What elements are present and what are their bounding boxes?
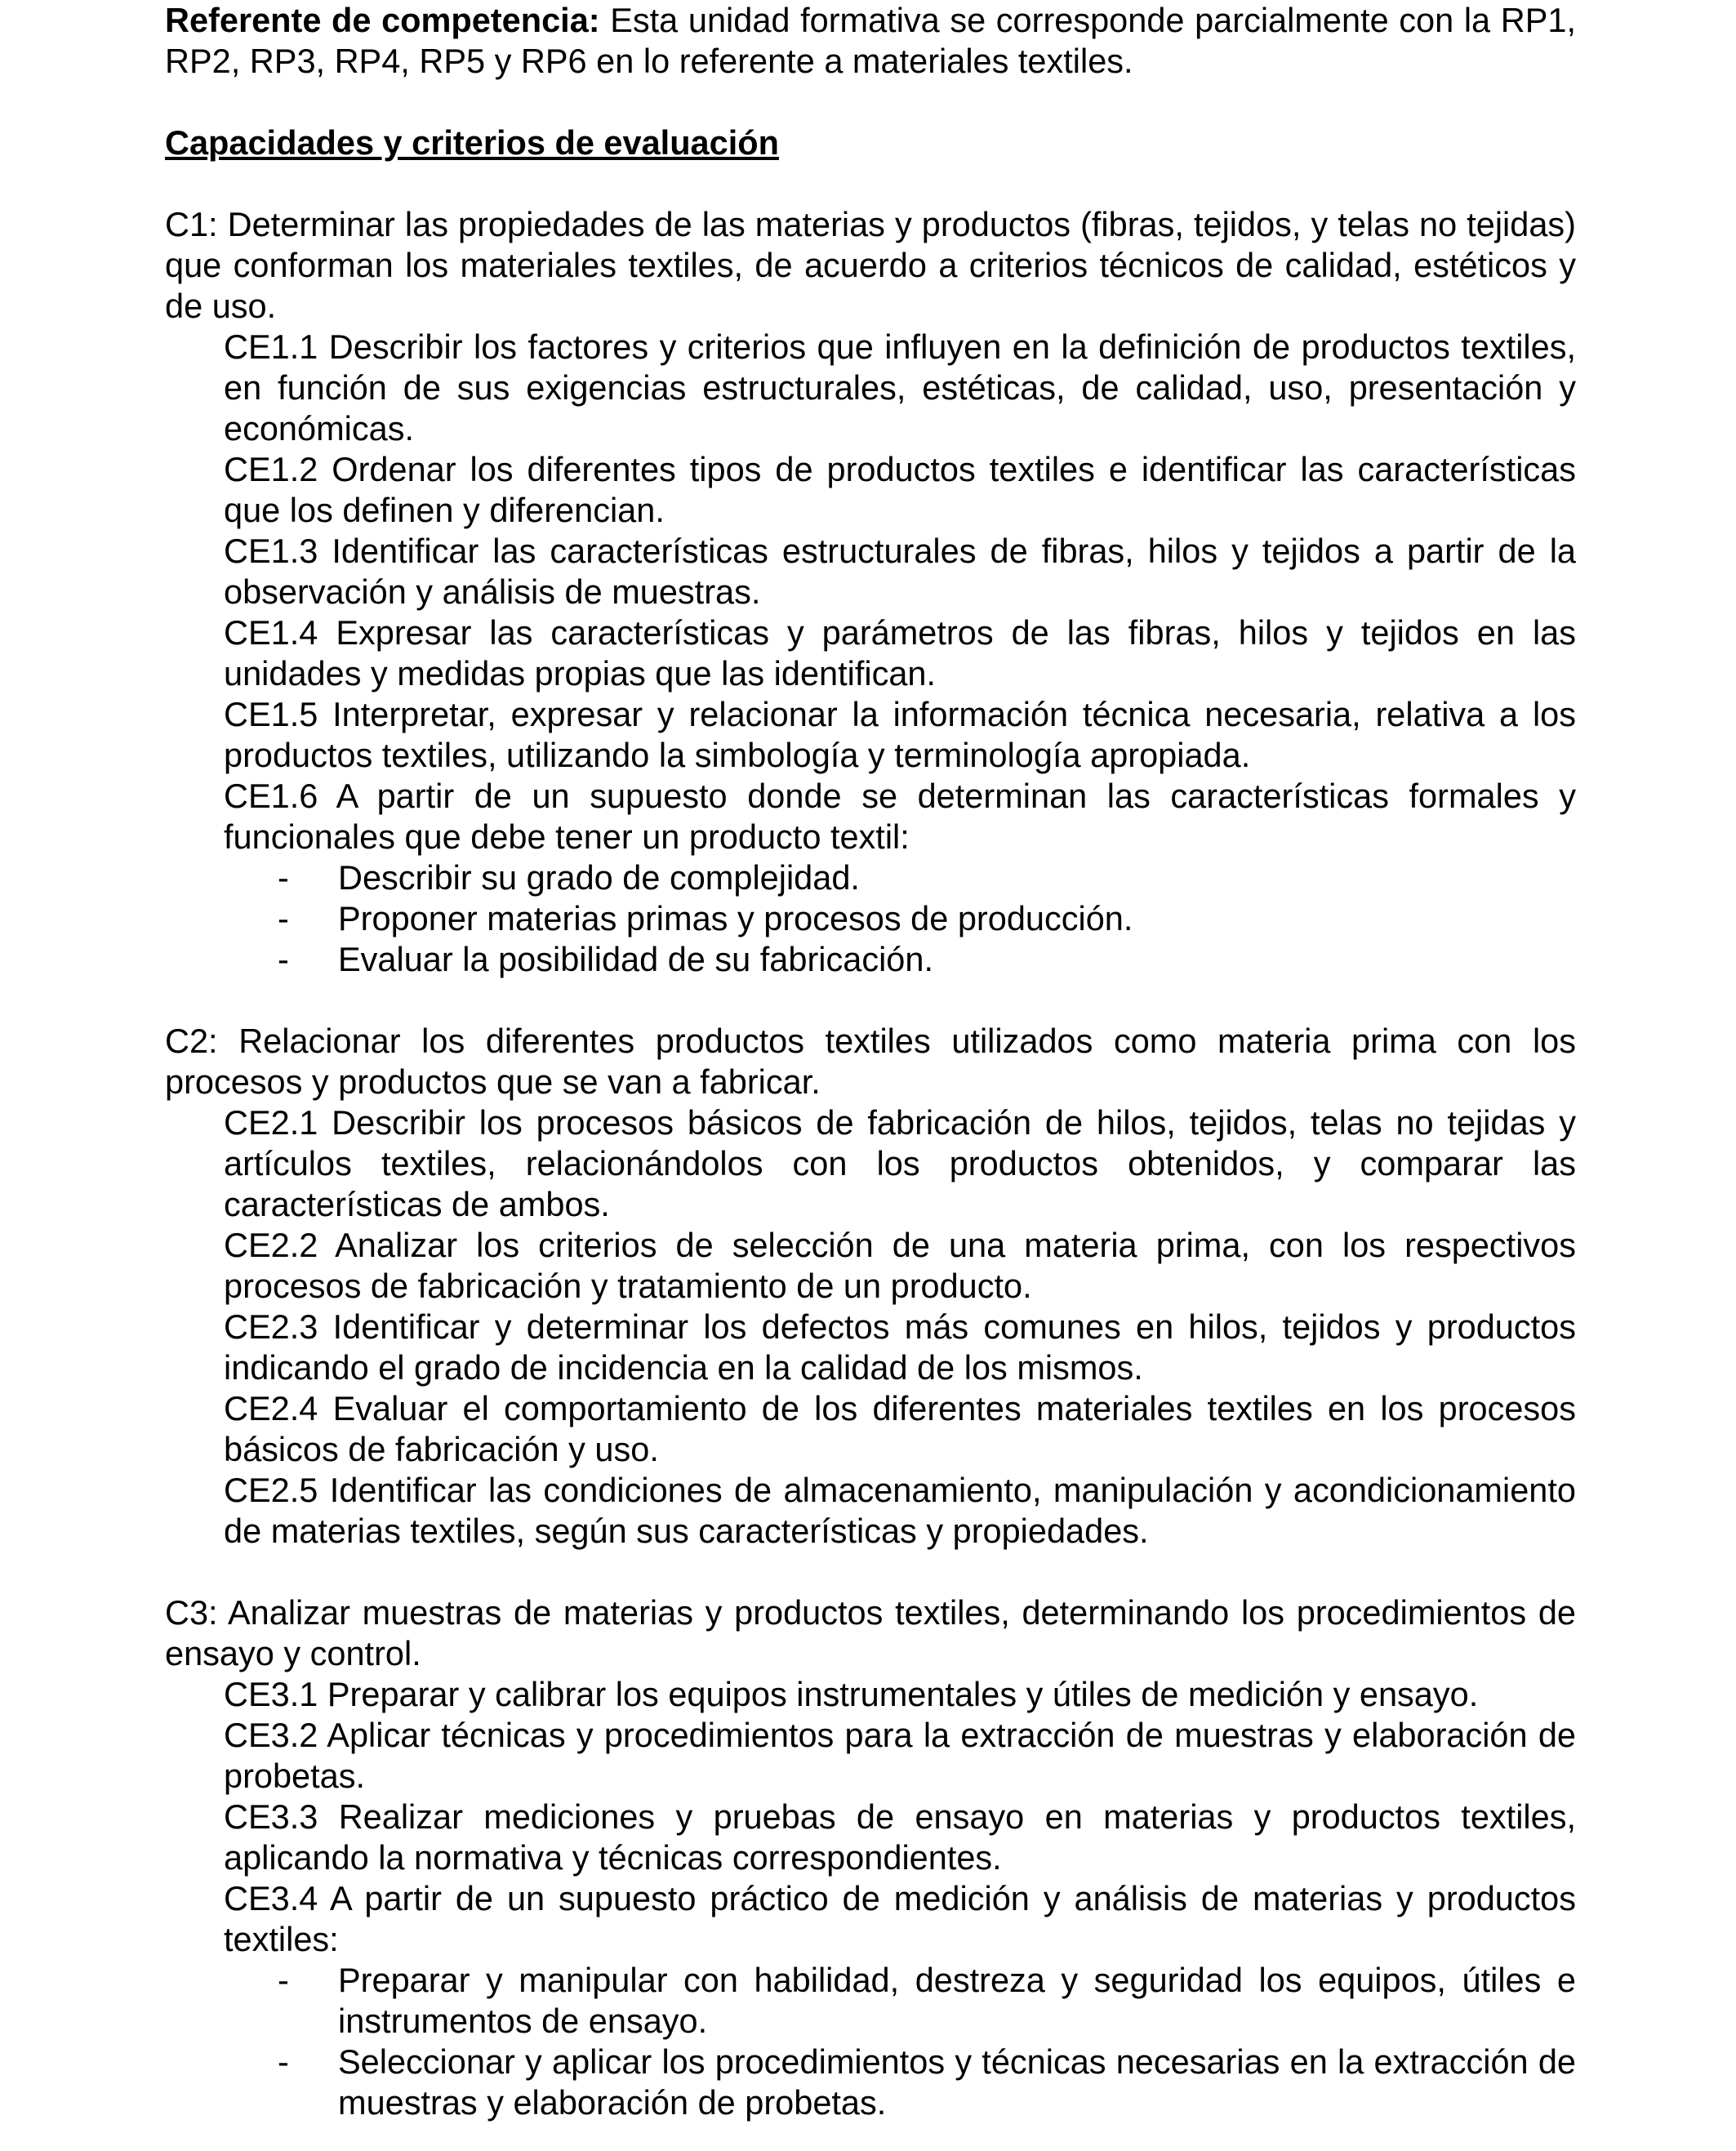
spacer (165, 1552, 1576, 1592)
dash-marker: - (278, 2042, 289, 2081)
referente-text: Esta unidad formativa se corresponde parcialmente con la RP1, RP2, RP3, RP4, RP5 y RP6 en lo referente a materiales textiles. (165, 1, 1576, 80)
criterio-item: CE3.3 Realizar mediciones y pruebas de ensayo en materias y productos textiles, aplicando la normativa y técnicas correspondientes. (224, 1797, 1576, 1877)
dash-marker: - (278, 858, 289, 897)
bullet-text: Describir su grado de complejidad. (338, 858, 860, 897)
bullet-item (278, 898, 1576, 939)
spacer (165, 980, 1576, 1021)
dash-marker: - (278, 940, 289, 978)
capacidad-paragraph: C1: Determinar las propiedades de las materias y productos (fibras, tejidos, y telas no tejidas) que conforman los materiales textiles, de acuerdo a criterios técnicos de calidad, estéticos y de uso. (165, 205, 1576, 325)
bullet-text: Seleccionar y aplicar los procedimientos y técnicas necesarias en la extracción de muestras y elaboración de probetas. (338, 2042, 1576, 2122)
bullet-item (278, 2042, 1576, 2123)
criterio-item: CE3.1 Preparar y calibrar los equipos instrumentales y útiles de medición y ensayo. (224, 1675, 1479, 1713)
document-page (165, 0, 1576, 2123)
criterio-item: CE1.5 Interpretar, expresar y relacionar la información técnica necesaria, relativa a los productos textiles, utilizando la simbología y terminología apropiada. (224, 695, 1576, 774)
bullet-item (278, 939, 1576, 980)
dash-marker: - (278, 899, 289, 937)
criterio-item: CE2.4 Evaluar el comportamiento de los diferentes materiales textiles en los procesos básicos de fabricación y uso. (224, 1389, 1576, 1468)
referente-paragraph (165, 0, 1576, 82)
bullet-text: Proponer materias primas y procesos de producción. (338, 899, 1133, 937)
criterio-item: CE3.2 Aplicar técnicas y procedimientos para la extracción de muestras y elaboración de probetas. (224, 1716, 1576, 1795)
section-heading: Capacidades y criterios de evaluación (165, 123, 779, 162)
criterio-item: CE2.2 Analizar los criterios de selección de una materia prima, con los respectivos procesos de fabricación y tratamiento de un producto. (224, 1226, 1576, 1305)
referente-label: Referente de competencia: (165, 1, 600, 39)
criterio-item: CE1.1 Describir los factores y criterios que influyen en la definición de productos textiles, en función de sus exigencias estructurales, estéticas, de calidad, uso, presentación y económicas. (224, 327, 1576, 448)
criterio-item: CE1.3 Identificar las características estructurales de fibras, hilos y tejidos a partir de la observación y análisis de muestras. (224, 532, 1576, 611)
capacidad-paragraph: C3: Analizar muestras de materias y productos textiles, determinando los procedimientos de ensayo y control. (165, 1593, 1576, 1672)
bullet-item (278, 1960, 1576, 2042)
criterio-item: CE1.6 A partir de un supuesto donde se determinan las características formales y funcionales que debe tener un producto textil: (224, 777, 1576, 856)
bullet-text: Preparar y manipular con habilidad, destreza y seguridad los equipos, útiles e instrumentos de ensayo. (338, 1961, 1576, 2040)
criterio-item: CE2.1 Describir los procesos básicos de fabricación de hilos, tejidos, telas no tejidas y artículos textiles, relacionándolos con los productos obtenidos, y comparar las características de ambos. (224, 1103, 1576, 1223)
criterio-item: CE1.2 Ordenar los diferentes tipos de productos textiles e identificar las características que los definen y diferencian. (224, 450, 1576, 529)
spacer (165, 82, 1576, 122)
criterio-item: CE2.3 Identificar y determinar los defectos más comunes en hilos, tejidos y productos indicando el grado de incidencia en la calidad de los mismos. (224, 1307, 1576, 1387)
criterio-item: CE1.4 Expresar las características y parámetros de las fibras, hilos y tejidos en las unidades y medidas propias que las identifican. (224, 613, 1576, 693)
capacidad-paragraph: C2: Relacionar los diferentes productos textiles utilizados como materia prima con los procesos y productos que se van a fabricar. (165, 1022, 1576, 1101)
bullet-text: Evaluar la posibilidad de su fabricación. (338, 940, 933, 978)
dash-marker: - (278, 1961, 289, 1999)
spacer (165, 163, 1576, 204)
bullet-item (278, 857, 1576, 898)
criterio-item: CE2.5 Identificar las condiciones de almacenamiento, manipulación y acondicionamiento de materias textiles, según sus características y propiedades. (224, 1471, 1576, 1550)
capacidades-list (165, 163, 1576, 2123)
criterio-item: CE3.4 A partir de un supuesto práctico de medición y análisis de materias y productos textiles: (224, 1879, 1576, 1958)
